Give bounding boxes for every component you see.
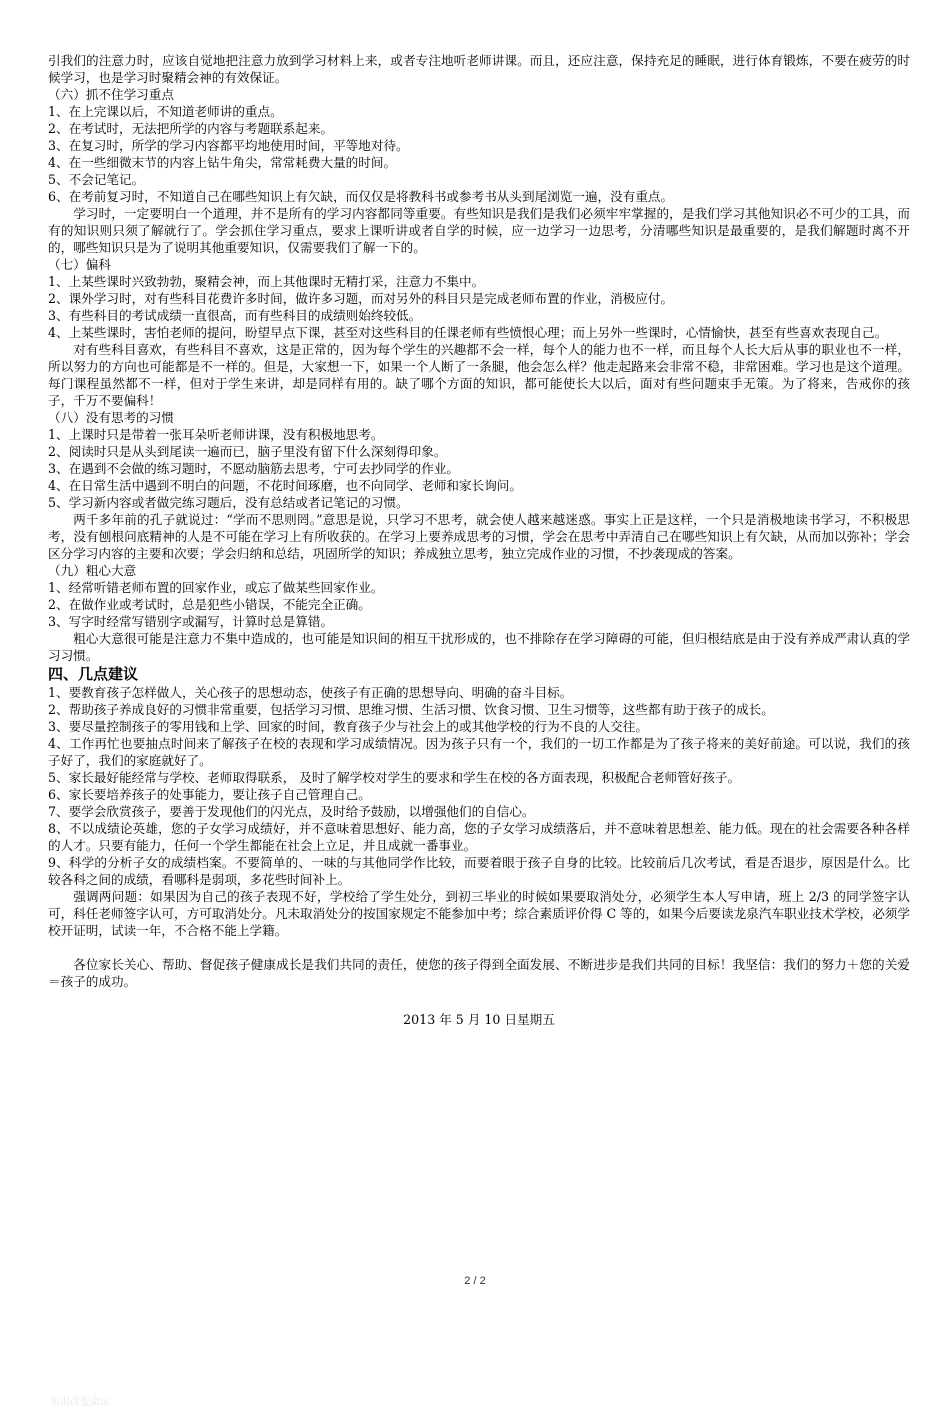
watermark: 知识改变命运: [50, 1397, 110, 1408]
paragraph: 2、在考试时，无法把所学的内容与考题联系起来。: [48, 121, 334, 136]
paragraph: 1、要教育孩子怎样做人，关心孩子的思想动态，使孩子有正确的思想导向、明确的奋斗目标。: [48, 685, 573, 700]
paragraph: 强调两问题：如果因为自己的孩子表现不好，学校给了学生处分，到初三毕业的时候如果要取消处分，必须学生本人写申请，班上 2/3 的同学签字认可，科任老师签字认可，方可取消处分。凡未取消处分的按国家规定不能参加中考；综合素质评价得 C 等的，如果今后要读龙泉汽车职业技术学校，必须学校开证明，试读一年，不合格不能上学籍。: [48, 889, 910, 938]
paragraph: 2、阅读时只是从头到尾读一遍而已，脑子里没有留下什么深刻得印象。: [48, 444, 447, 459]
paragraph: 3、要尽量控制孩子的零用钱和上学、回家的时间，教育孩子少与社会上的或其他学校的行为不良的人交往。: [48, 719, 648, 734]
paragraph: 4、在日常生活中遇到不明白的问题，不花时间琢磨，也不向同学、老师和家长询问。: [48, 478, 522, 493]
paragraph: 5、不会记笔记。: [48, 172, 145, 187]
paragraph: 1、在上完课以后，不知道老师讲的重点。: [48, 104, 283, 119]
document-content: [48, 52, 910, 990]
paragraph: 1、上课时只是带着一张耳朵听老师讲课，没有积极地思考。: [48, 427, 384, 442]
paragraph: 各位家长关心、帮助、督促孩子健康成长是我们共同的责任，使您的孩子得到全面发展、不断进步是我们共同的目标！我坚信：我们的努力＋您的关爱＝孩子的成功。: [48, 957, 910, 989]
paragraph: 3、有些科目的考试成绩一直很高，而有些科目的成绩则始终较低。: [48, 308, 422, 323]
paragraph: 5、学习新内容或者做完练习题后，没有总结或者记笔记的习惯。: [48, 495, 409, 510]
paragraph: 1、上某些课时兴致勃勃，聚精会神，而上其他课时无精打采，注意力不集中。: [48, 274, 485, 289]
paragraph: （九）粗心大意: [48, 563, 137, 578]
paragraph: 4、工作再忙也要抽点时间来了解孩子在校的表现和学习成绩情况。因为孩子只有一个，我们的一切工作都是为了孩子将来的美好前途。可以说，我们的孩子好了，我们的家庭就好了。: [48, 736, 910, 768]
paragraph: （八）没有思考的习惯: [48, 410, 174, 425]
paragraph: 1、经常听错老师布置的回家作业，或忘了做某些回家作业。: [48, 580, 384, 595]
paragraph: 9、科学的分析子女的成绩档案。不要简单的、一味的与其他同学作比较，而要着眼于孩子自身的比较。比较前后几次考试，看是否退步，原因是什么。比较各科之间的成绩，看哪科是弱项，多花些时间补上。: [48, 855, 910, 887]
paragraph: 3、写字时经常写错别字或漏写，计算时总是算错。: [48, 614, 334, 629]
paragraph: 两千多年前的孔子就说过：“学而不思则罔。”意思是说，只学习不思考，就会使人越来越迷惑。事实上正是这样，一个只是消极地读书学习，不积极思考，没有刨根问底精神的人是不可能在学习上有所收获的。在学习上要养成思考的习惯，学会在思考中弄清自己在哪些知识上有欠缺，从而加以弥补；学会区分学习内容的主要和次要；学会归纳和总结，巩固所学的知识；养成独立思考，独立完成作业的习惯，不抄袭现成的答案。: [48, 512, 910, 561]
paragraph: 3、在复习时，所学的学习内容都平均地使用时间，平等地对待。: [48, 138, 409, 153]
paragraph: 6、家长要培养孩子的处事能力，要让孩子自己管理自己。: [48, 787, 371, 802]
page-number: 2 / 2: [464, 1275, 486, 1287]
paragraph: （六）抓不住学习重点: [48, 87, 174, 102]
paragraph: 7、要学会欣赏孩子，要善于发现他们的闪光点，及时给予鼓励，以增强他们的自信心。: [48, 804, 535, 819]
paragraph: 2、在做作业或考试时，总是犯些小错误，不能完全正确。: [48, 597, 371, 612]
paragraph: 5、家长最好能经常与学校、老师取得联系， 及时了解学校对学生的要求和学生在校的各方面表现，积极配合老师管好孩子。: [48, 770, 741, 785]
paragraph: 学习时，一定要明白一个道理，并不是所有的学习内容都同等重要。有些知识是我们是我们必须牢牢掌握的，是我们学习其他知识必不可少的工具，而有的知识则只须了解就行了。学会抓住学习重点，要求上课听讲或者自学的时候，应一边学习一边思考，分清哪些知识是最重要的，是我们解题时离不开的，哪些知识只是为了说明其他重要知识，仅需要我们了解一下的。: [48, 206, 910, 255]
blank-line: [48, 939, 910, 956]
document-body: [48, 52, 910, 1028]
paragraph: 3、在遇到不会做的练习题时，不愿动脑筋去思考，宁可去抄同学的作业。: [48, 461, 460, 476]
paragraph: 4、在一些细微末节的内容上钻牛角尖，常常耗费大量的时间。: [48, 155, 397, 170]
paragraph: 粗心大意很可能是注意力不集中造成的，也可能是知识间的相互干扰形成的，也不排除存在学习障碍的可能，但归根结底是由于没有养成严肃认真的学习习惯。: [48, 631, 910, 663]
paragraph: 引我们的注意力时，应该自觉地把注意力放到学习材料上来，或者专注地听老师讲课。而且，还应注意，保持充足的睡眠，进行体育锻炼，不要在疲劳的时候学习，也是学习时聚精会神的有效保证。: [48, 53, 910, 85]
document-date: 2013 年 5 月 10 日星期五: [403, 1012, 555, 1027]
paragraph: 8、不以成绩论英雄，您的子女学习成绩好，并不意味着思想好、能力高，您的子女学习成绩落后，并不意味着思想差、能力低。现在的社会需要各种各样的人才。只要有能力，任何一个学生都能在社会上立足，并且成就一番事业。: [48, 821, 910, 853]
section-heading: 四、几点建议: [48, 665, 139, 683]
paragraph: 对有些科目喜欢，有些科目不喜欢，这是正常的，因为每个学生的兴趣都不会一样，每个人的能力也不一样，而且每个人长大后从事的职业也不一样，所以努力的方向也可能都是不一样的。但是，大家想一下，如果一个人断了一条腿，他会怎么样？他走起路来会非常不稳，非常困难。学习也是这个道理。每门课程虽然都不一样，但对于学生来讲，却是同样有用的。缺了哪个方面的知识，都可能使长大以后，面对有些问题束手无策。为了将来，告戒你的孩子，千万不要偏科！: [48, 342, 910, 408]
paragraph: 2、课外学习时，对有些科目花费许多时间，做许多习题，而对另外的科目只是完成老师布置的作业，消极应付。: [48, 291, 674, 306]
paragraph: 4、上某些课时，害怕老师的提问，盼望早点下课，甚至对这些科目的任课老师有些愤恨心理；而上另外一些课时，心情愉快，甚至有些喜欢表现自己。: [48, 325, 888, 340]
paragraph: （七）偏科: [48, 257, 111, 272]
paragraph: 2、帮助孩子养成良好的习惯非常重要，包括学习习惯、思维习惯、生活习惯、饮食习惯、卫生习惯等，这些都有助于孩子的成长。: [48, 702, 774, 717]
paragraph: 6、在考前复习时，不知道自己在哪些知识上有欠缺，而仅仅是将教科书或参考书从头到尾浏览一遍，没有重点。: [48, 189, 674, 204]
